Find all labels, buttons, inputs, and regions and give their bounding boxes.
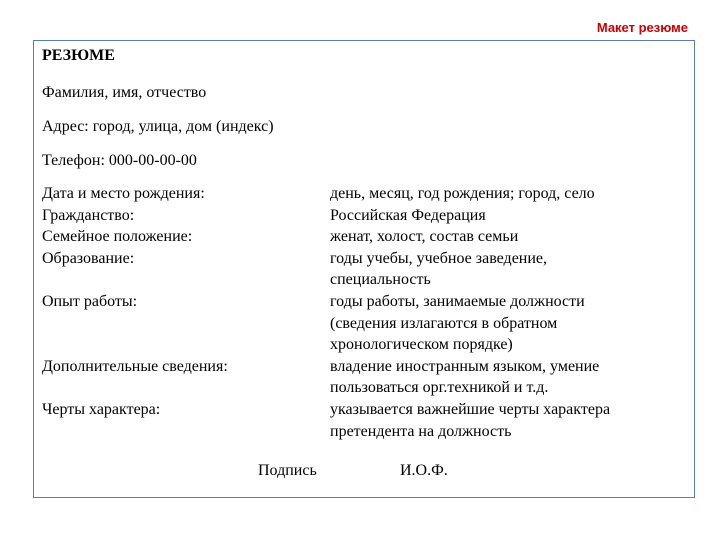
signature-label: Подпись xyxy=(258,462,317,479)
row-label: Черты характера: xyxy=(42,401,161,418)
row-label: Семейное положение: xyxy=(42,228,193,246)
page-header-label: Макет резюме xyxy=(596,20,688,35)
row-value: указывается важнейшие черты характера претендента на должность xyxy=(330,401,611,440)
row-value: владение иностранным языком, умение пользоваться орг.техникой и т.д. xyxy=(330,357,600,397)
row-label: Дата и место рождения: xyxy=(42,185,205,202)
row-label: Образование: xyxy=(42,249,135,267)
row-value: день, месяц, год рождения; город, село xyxy=(330,185,595,202)
resume-title: РЕЗЮМЕ xyxy=(42,47,115,64)
row-label: Гражданство: xyxy=(42,206,135,224)
phone-line: Телефон: 000-00-00-00 xyxy=(42,152,197,169)
resume-frame xyxy=(33,40,695,498)
row-label: Дополнительные сведения: xyxy=(42,357,228,375)
row-label: Опыт работы: xyxy=(42,293,138,310)
full-name-line: Фамилия, имя, отчество xyxy=(42,84,207,101)
row-value: женат, холост, состав семьи xyxy=(330,228,519,246)
row-value: годы работы, занимаемые должности (сведения излагаются в обратном хронологическом порядке) xyxy=(330,293,585,354)
row-value: годы учебы, учебное заведение, специальность xyxy=(330,249,548,289)
initials-label: И.О.Ф. xyxy=(400,462,448,479)
row-value: Российская Федерация xyxy=(330,206,486,224)
address-line: Адрес: город, улица, дом (индекс) xyxy=(42,118,274,135)
